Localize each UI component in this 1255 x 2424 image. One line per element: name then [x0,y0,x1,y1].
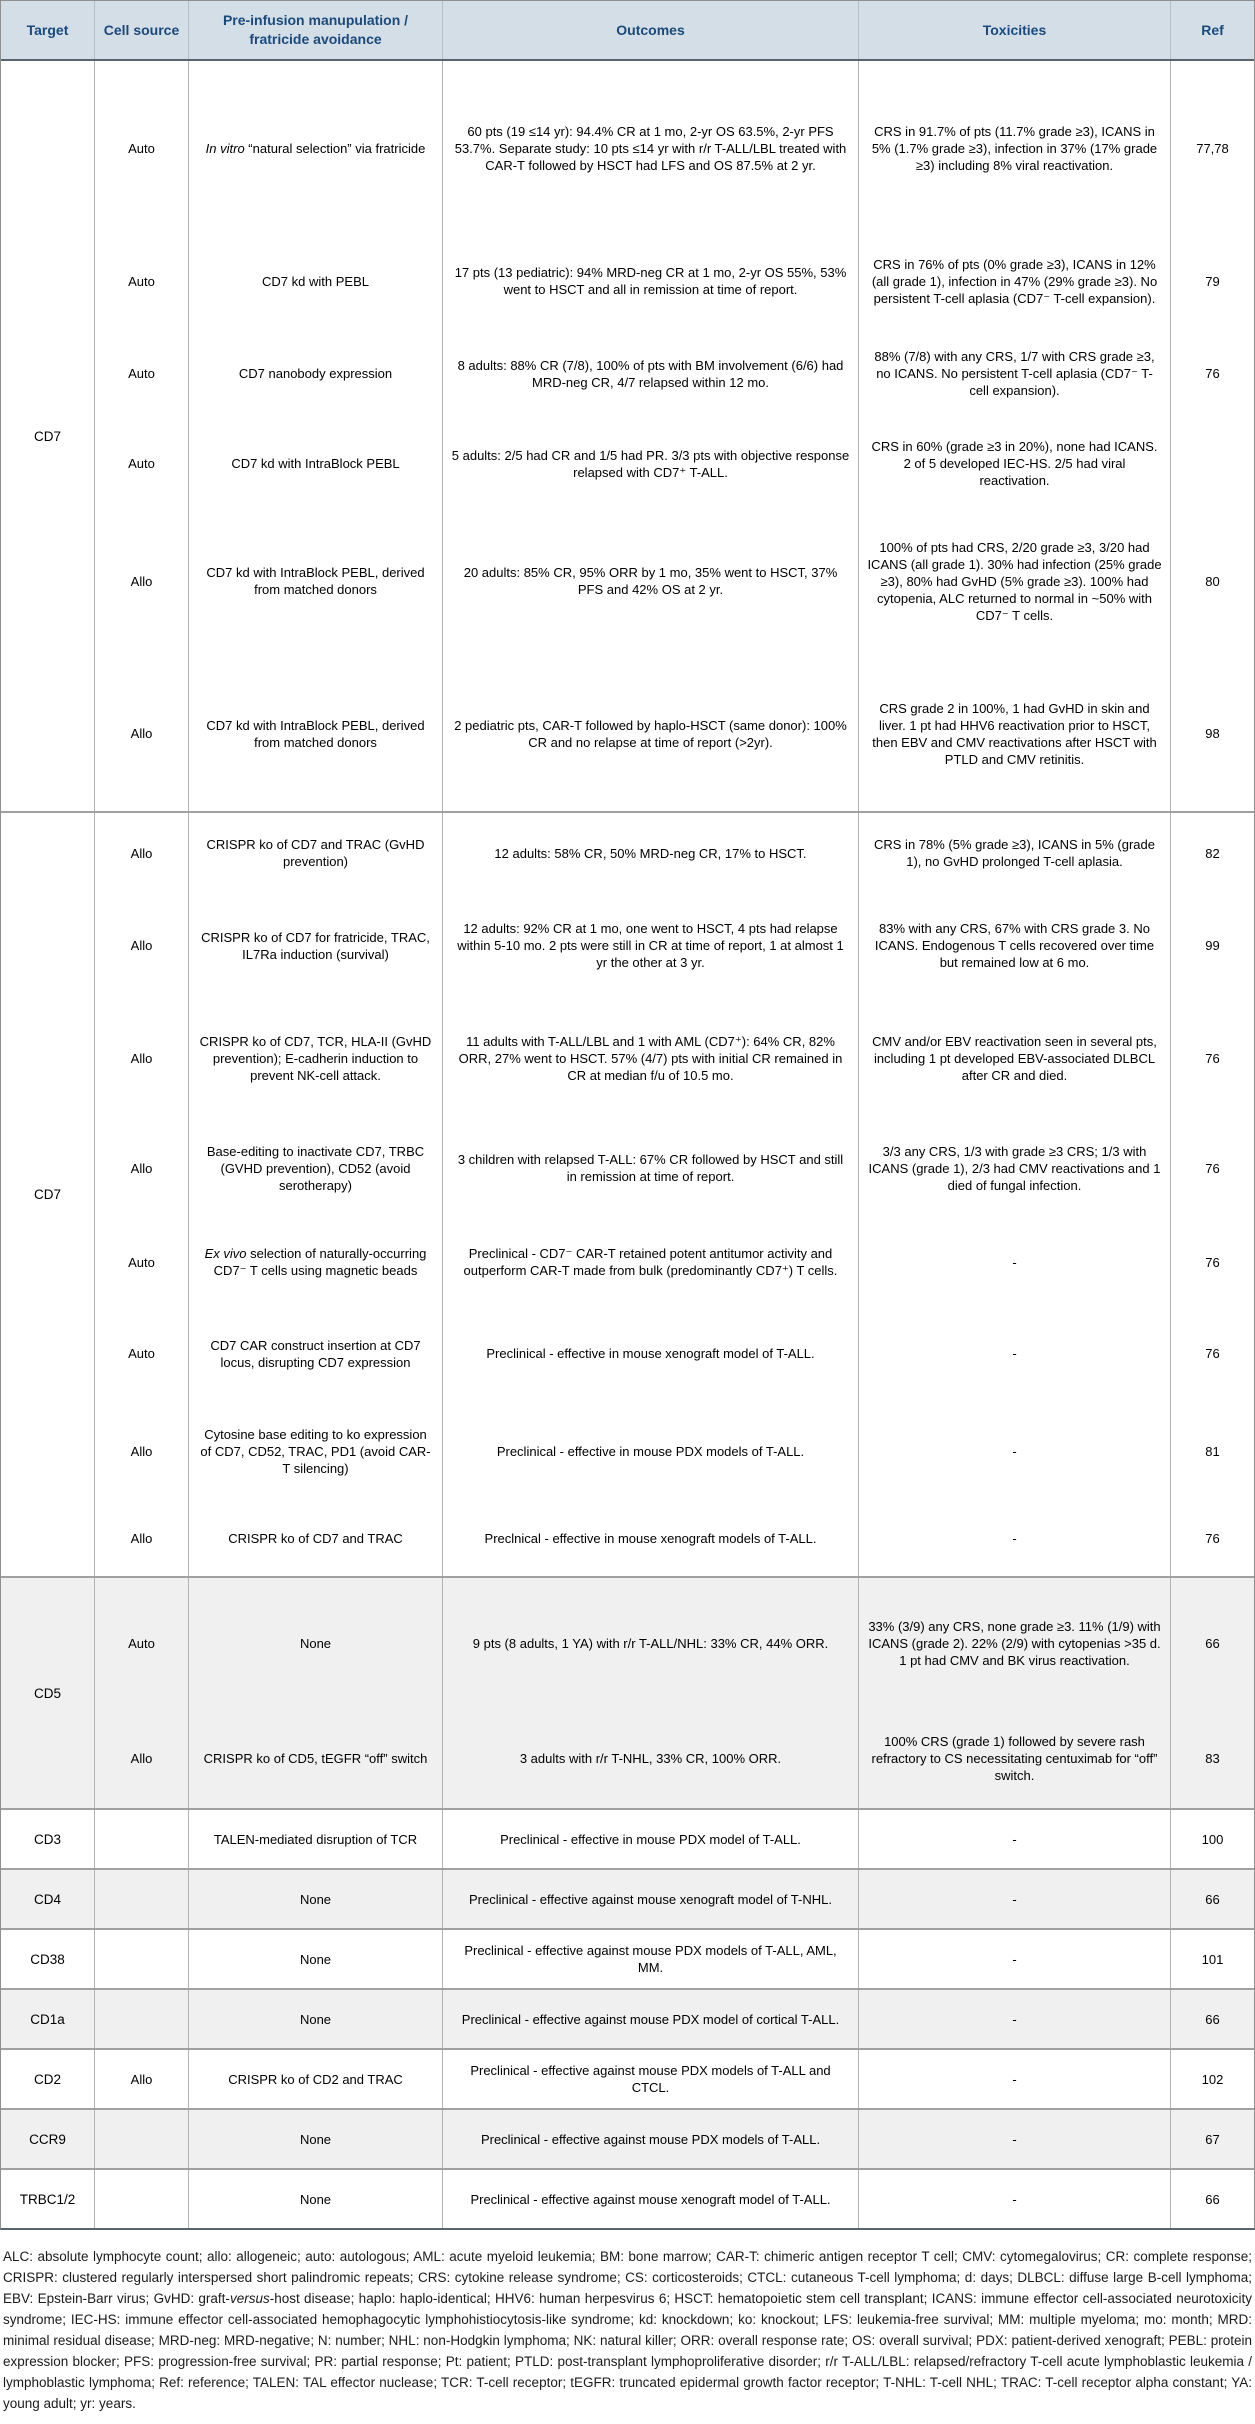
ref-cell: 66 [1205,2011,1220,2027]
toxicities-cell: - [859,1218,1171,1306]
toxicities-cell: CRS in 60% (grade ≥3 in 20%), none had ICANS. 2 of 5 developed IEC-HS. 2/5 had viral reactivation. [859,421,1171,506]
target-cell: CD5 [1,1578,95,1808]
target-cell: CD3 [1,1810,95,1868]
toxicities-cell: - [859,1990,1171,2048]
ref-cell: 66 [1205,2191,1220,2207]
cell-source: Allo [95,1501,189,1576]
manipulation-italic-lead: In vitro [205,141,245,156]
ref-cell: 80 [1205,573,1220,589]
toxicities-cell: CRS in 78% (5% grade ≥3), ICANS in 5% (grade 1), no GvHD prolonged T-cell aplasia. [859,813,1171,893]
ref-cell: 66 [1205,1635,1220,1651]
target-cell: CCR9 [1,2110,95,2168]
toxicities-cell: - [859,1401,1171,1501]
col-header-ref-label: Ref [1201,21,1224,38]
cell-source [95,1930,189,1988]
outcomes-cell: Preclinical - effective against mouse PDX model of cortical T-ALL. [443,1990,859,2048]
col-header-target-label: Target [26,21,69,38]
target-group-ccr9 [1,2108,1254,2168]
cell-source: Auto [95,1578,189,1708]
ref-cell: 76 [1205,1050,1220,1066]
outcomes-cell: 2 pediatric pts, CAR-T followed by haplo-HSCT (same donor): 100% CR and no relapse at time of report (>2yr). [443,656,859,811]
pre-infusion-manipulation: None [189,2170,443,2228]
ref-cell: 76 [1205,1346,1220,1361]
col-header-toxicities-label: Toxicities [982,21,1047,38]
outcomes-cell: 8 adults: 88% CR (7/8), 100% of pts with BM involvement (6/6) had MRD-neg CR, 4/7 relapsed within 12 mo. [443,326,859,421]
cell-source: Auto [95,236,189,326]
pre-infusion-manipulation: TALEN-mediated disruption of TCR [189,1810,443,1868]
target-group-cd3 [1,1808,1254,1868]
cell-source: Allo [95,813,189,893]
ref-cell: 100 [1201,1831,1224,1847]
toxicities-cell: CRS in 91.7% of pts (11.7% grade ≥3), ICANS in 5% (1.7% grade ≥3), infection in 37% (17% grade ≥3) including 8% viral reactivation. [859,61,1171,236]
toxicities-cell: 100% of pts had CRS, 2/20 grade ≥3, 3/20 had ICANS (all grade 1). 30% had infection (25% grade ≥3), 80% had GvHD (5% grade ≥3). 100% had cytopenia, ALC returned to normal in ~50% with CD7⁻ T cells. [859,506,1171,656]
pre-infusion-manipulation: None [189,1870,443,1928]
pre-infusion-manipulation: None [189,1578,443,1708]
target-group-cd7-1 [1,61,1254,811]
ref-cell: 76 [1205,1160,1220,1176]
pre-infusion-manipulation: Cytosine base editing to ko expression of CD7, CD52, TRAC, PD1 (avoid CAR-T silencing) [189,1401,443,1501]
pre-infusion-manipulation: Base-editing to inactivate CD7, TRBC (GVHD prevention), CD52 (avoid serotherapy) [189,1118,443,1218]
target-cell: TRBC1/2 [1,2170,95,2228]
cell-source: Auto [95,61,189,236]
manipulation-rest: selection of naturally-occurring CD7⁻ T cells using magnetic beads [213,1246,427,1278]
outcomes-cell: Preclnical - effective in mouse xenograft models of T-ALL. [443,1501,859,1576]
target-cell: CD2 [1,2050,95,2108]
col-header-manipulation [189,1,443,59]
target-cell: CD7 [1,61,95,811]
outcomes-cell: Preclinical - effective against mouse xenograft model of T-ALL. [443,2170,859,2228]
cell-source: Allo [95,2050,189,2108]
col-header-toxicities [859,1,1171,59]
cell-source: Allo [95,1118,189,1218]
ref-cell: 102 [1201,2071,1224,2087]
toxicities-cell: - [859,2170,1171,2228]
pre-infusion-manipulation: CRISPR ko of CD7 for fratricide, TRAC, IL7Ra induction (survival) [189,893,443,998]
pre-infusion-manipulation: CD7 nanobody expression [189,326,443,421]
cell-source [95,1870,189,1928]
outcomes-cell: Preclinical - CD7⁻ CAR-T retained potent antitumor activity and outperform CAR-T made from bulk (predominantly CD7⁺) T cells. [443,1218,859,1306]
cell-source: Allo [95,656,189,811]
target-cell: CD38 [1,1930,95,1988]
col-header-cell-source-label: Cell source [103,21,180,38]
target-group-cd4 [1,1868,1254,1928]
outcomes-cell: Preclinical - effective against mouse PDX models of T-ALL. [443,2110,859,2168]
pre-infusion-manipulation: CRISPR ko of CD7 and TRAC (GvHD prevention) [189,813,443,893]
target-group-cd7-2 [1,811,1254,1576]
outcomes-cell: 12 adults: 92% CR at 1 mo, one went to HSCT, 4 pts had relapse within 5-10 mo. 2 pts were still in CR at time of report, 1 at almost 1 yr the other at 3 yr. [443,893,859,998]
pre-infusion-manipulation: None [189,1930,443,1988]
col-header-manipulation-label: Pre-infusion manupulation / fratricide avoidance [222,12,409,47]
outcomes-cell: Preclinical - effective against mouse PDX models of T-ALL, AML, MM. [443,1930,859,1988]
manipulation-text [206,140,426,157]
pre-infusion-manipulation: CD7 kd with IntraBlock PEBL, derived from matched donors [189,506,443,656]
cell-source: Allo [95,998,189,1118]
toxicities-cell: CMV and/or EBV reactivation seen in several pts, including 1 pt developed EBV-associated DLBCL after CR and died. [859,998,1171,1118]
cell-source: Auto [95,1306,189,1401]
col-header-target [1,1,95,59]
cell-source: Allo [95,1708,189,1808]
cell-source: Auto [95,1218,189,1306]
col-header-cell-source [95,1,189,59]
toxicities-cell: 100% CRS (grade 1) followed by severe rash refractory to CS necessitating centuximab for “off” switch. [859,1708,1171,1808]
pre-infusion-manipulation: CRISPR ko of CD5, tEGFR “off” switch [189,1708,443,1808]
col-header-ref [1171,1,1254,59]
ref-cell: 101 [1201,1951,1224,1967]
cell-source [95,1810,189,1868]
ref-cell: 98 [1205,726,1220,741]
pre-infusion-manipulation: CD7 kd with PEBL [189,236,443,326]
outcomes-cell: Preclinical - effective in mouse xenograft model of T-ALL. [443,1306,859,1401]
pre-infusion-manipulation [189,1218,443,1306]
ref-cell: 81 [1205,1443,1220,1459]
outcomes-cell: 5 adults: 2/5 had CR and 1/5 had PR. 3/3 pts with objective response relapsed with CD7⁺ T-ALL. [443,421,859,506]
toxicities-cell: CRS grade 2 in 100%, 1 had GvHD in skin and liver. 1 pt had HHV6 reactivation prior to HSCT, then EBV and CMV reactivations after HSCT with PTLD and CMV retinitis. [859,656,1171,811]
cell-source [95,2110,189,2168]
pre-infusion-manipulation: CRISPR ko of CD7 and TRAC [189,1501,443,1576]
abbreviations-footnote [0,2230,1255,2424]
pre-infusion-manipulation: None [189,2110,443,2168]
toxicities-cell: - [859,1501,1171,1576]
toxicities-cell: - [859,1930,1171,1988]
pre-infusion-manipulation: CD7 kd with IntraBlock PEBL [189,421,443,506]
cell-source: Auto [95,421,189,506]
ref-cell: 76 [1205,1254,1220,1270]
target-group-cd1a [1,1988,1254,2048]
manipulation-rest: “natural selection” via fratricide [244,141,426,156]
manipulation-text [197,1245,434,1279]
cell-source: Allo [95,893,189,998]
toxicities-cell: 3/3 any CRS, 1/3 with grade ≥3 CRS; 1/3 with ICANS (grade 1), 2/3 had CMV reactivations and 1 died of fungal infection. [859,1118,1171,1218]
target-group-cd38 [1,1928,1254,1988]
pre-infusion-manipulation: CRISPR ko of CD7, TCR, HLA-II (GvHD prevention); E-cadherin induction to prevent NK-cell attack. [189,998,443,1118]
outcomes-cell: 11 adults with T-ALL/LBL and 1 with AML (CD7⁺): 64% CR, 82% ORR, 27% went to HSCT. 57% (4/7) pts with initial CR remained in CR at median f/u of 10.5 mo. [443,998,859,1118]
toxicities-cell: - [859,2050,1171,2108]
toxicities-cell: - [859,1810,1171,1868]
outcomes-cell: 3 children with relapsed T-ALL: 67% CR followed by HSCT and still in remission at time of report. [443,1118,859,1218]
target-cell: CD7 [1,813,95,1576]
footnote-text-2: -host disease; haplo: haplo-identical; HHV6: human herpesvirus 6; HSCT: hematopoietic stem cell transplant; ICANS: immune effector cell-associated neurotoxicity syndrome; IEC-HS: immune effector cell-associated hemophagocytic lymphohistiocytosis-like syndrome; kd: knockdown; ko: knockout; LFS: leukemia-free survival; MM: multiple myeloma; mo: month; MRD: minimal residual disease; MRD-neg: MRD-negative; N: number; NHL: non-Hodgkin lymphoma; NK: natural killer; ORR: overall response rate; OS: overall survival; PDX: patient-derived xenograft; PEBL: protein expression blocker; PFS: progression-free survival; PR: partial response; Pt: patient; PTLD: post-transplant lymphoproliferative disorder; r/r T-ALL/LBL: relapsed/refractory T-cell acute lymphoblastic leukemia / lymphoblastic lymphoma; Ref: reference; TALEN: TAL effector nuclease; TCR: T-cell receptor; tEGFR: truncated epidermal growth factor receptor; T-NHL: T-cell NHL; TRAC: T-cell receptor alpha constant; YA: young adult; yr: years. [3,2291,1252,2411]
toxicities-cell: 33% (3/9) any CRS, none grade ≥3. 11% (1/9) with ICANS (grade 2). 22% (2/9) with cytopenias >35 d. 1 pt had CMV and BK virus reactivation. [859,1578,1171,1708]
ref-cell: 66 [1205,1891,1220,1907]
footnote-text-1: ALC: absolute lymphocyte count; allo: allogeneic; auto: autologous; AML: acute myeloid leukemia; BM: bone marrow; CAR-T: chimeric antigen receptor T cell; CMV: cytomegalovirus; CR: complete response; CRISPR: clustered regularly interspersed short palindromic repeats; CRS: cytokine release syndrome; CS: corticosteroids; CTCL: cutaneous T-cell lymphoma; d: days; DLBCL: diffuse large B-cell lymphoma; EBV: Epstein-Barr virus; GvHD: graft- [3,2249,1252,2306]
cell-source: Allo [95,506,189,656]
outcomes-cell: 17 pts (13 pediatric): 94% MRD-neg CR at 1 mo, 2-yr OS 55%, 53% went to HSCT and all in remission at time of report. [443,236,859,326]
pre-infusion-manipulation: CD7 CAR construct insertion at CD7 locus, disrupting CD7 expression [189,1306,443,1401]
outcomes-cell: 12 adults: 58% CR, 50% MRD-neg CR, 17% to HSCT. [443,813,859,893]
target-group-cd5 [1,1576,1254,1808]
target-cell: CD4 [1,1870,95,1928]
col-header-outcomes-label: Outcomes [616,21,685,38]
toxicities-cell: 88% (7/8) with any CRS, 1/7 with CRS grade ≥3, no ICANS. No persistent T-cell aplasia (CD7⁻ T-cell expansion). [859,326,1171,421]
toxicities-cell: - [859,1306,1171,1401]
pre-infusion-manipulation: CRISPR ko of CD2 and TRAC [189,2050,443,2108]
outcomes-cell: Preclinical - effective against mouse PDX models of T-ALL and CTCL. [443,2050,859,2108]
ref-cell: 99 [1205,938,1220,953]
ref-cell: 67 [1205,2131,1220,2147]
cell-source: Allo [95,1401,189,1501]
footnote-versus-italic: versus [229,2291,270,2306]
col-header-outcomes [443,1,859,59]
pre-infusion-manipulation: None [189,1990,443,2048]
ref-cell: 77,78 [1196,141,1229,156]
outcomes-cell: 9 pts (8 adults, 1 YA) with r/r T-ALL/NHL: 33% CR, 44% ORR. [443,1578,859,1708]
outcomes-cell: Preclinical - effective against mouse xenograft model of T-NHL. [443,1870,859,1928]
cell-source [95,1990,189,2048]
cell-source: Auto [95,326,189,421]
ref-cell: 76 [1205,1531,1220,1546]
target-group-trbc12 [1,2168,1254,2228]
table-header-row [1,1,1254,61]
pre-infusion-manipulation [189,61,443,236]
target-cell: CD1a [1,1990,95,2048]
pre-infusion-manipulation: CD7 kd with IntraBlock PEBL, derived from matched donors [189,656,443,811]
ref-cell [1171,421,1254,506]
outcomes-cell: 60 pts (19 ≤14 yr): 94.4% CR at 1 mo, 2-yr OS 63.5%, 2-yr PFS 53.7%. Separate study: 10 pts ≤14 yr with r/r T-ALL/LBL treated with CAR-T followed by HSCT had LFS and OS 87.5% at 2 yr. [443,61,859,236]
toxicities-cell: 83% with any CRS, 67% with CRS grade 3. No ICANS. Endogenous T cells recovered over time but remained low at 6 mo. [859,893,1171,998]
toxicities-cell: CRS in 76% of pts (0% grade ≥3), ICANS in 12% (all grade 1), infection in 47% (29% grade ≥3). No persistent T-cell aplasia (CD7⁻ T-cell expansion). [859,236,1171,326]
ref-cell: 76 [1205,366,1220,381]
cell-source [95,2170,189,2228]
outcomes-cell: 3 adults with r/r T-NHL, 33% CR, 100% ORR. [443,1708,859,1808]
ref-cell: 83 [1205,1750,1220,1766]
outcomes-cell: 20 adults: 85% CR, 95% ORR by 1 mo, 35% went to HSCT, 37% PFS and 42% OS at 2 yr. [443,506,859,656]
ref-cell: 79 [1205,273,1220,289]
toxicities-cell: - [859,1870,1171,1928]
target-group-cd2 [1,2048,1254,2108]
outcomes-cell: Preclinical - effective in mouse PDX model of T-ALL. [443,1810,859,1868]
manipulation-italic-lead: Ex vivo [204,1246,247,1261]
ref-cell: 82 [1205,845,1220,861]
outcomes-cell: Preclinical - effective in mouse PDX models of T-ALL. [443,1401,859,1501]
toxicities-cell: - [859,2110,1171,2168]
